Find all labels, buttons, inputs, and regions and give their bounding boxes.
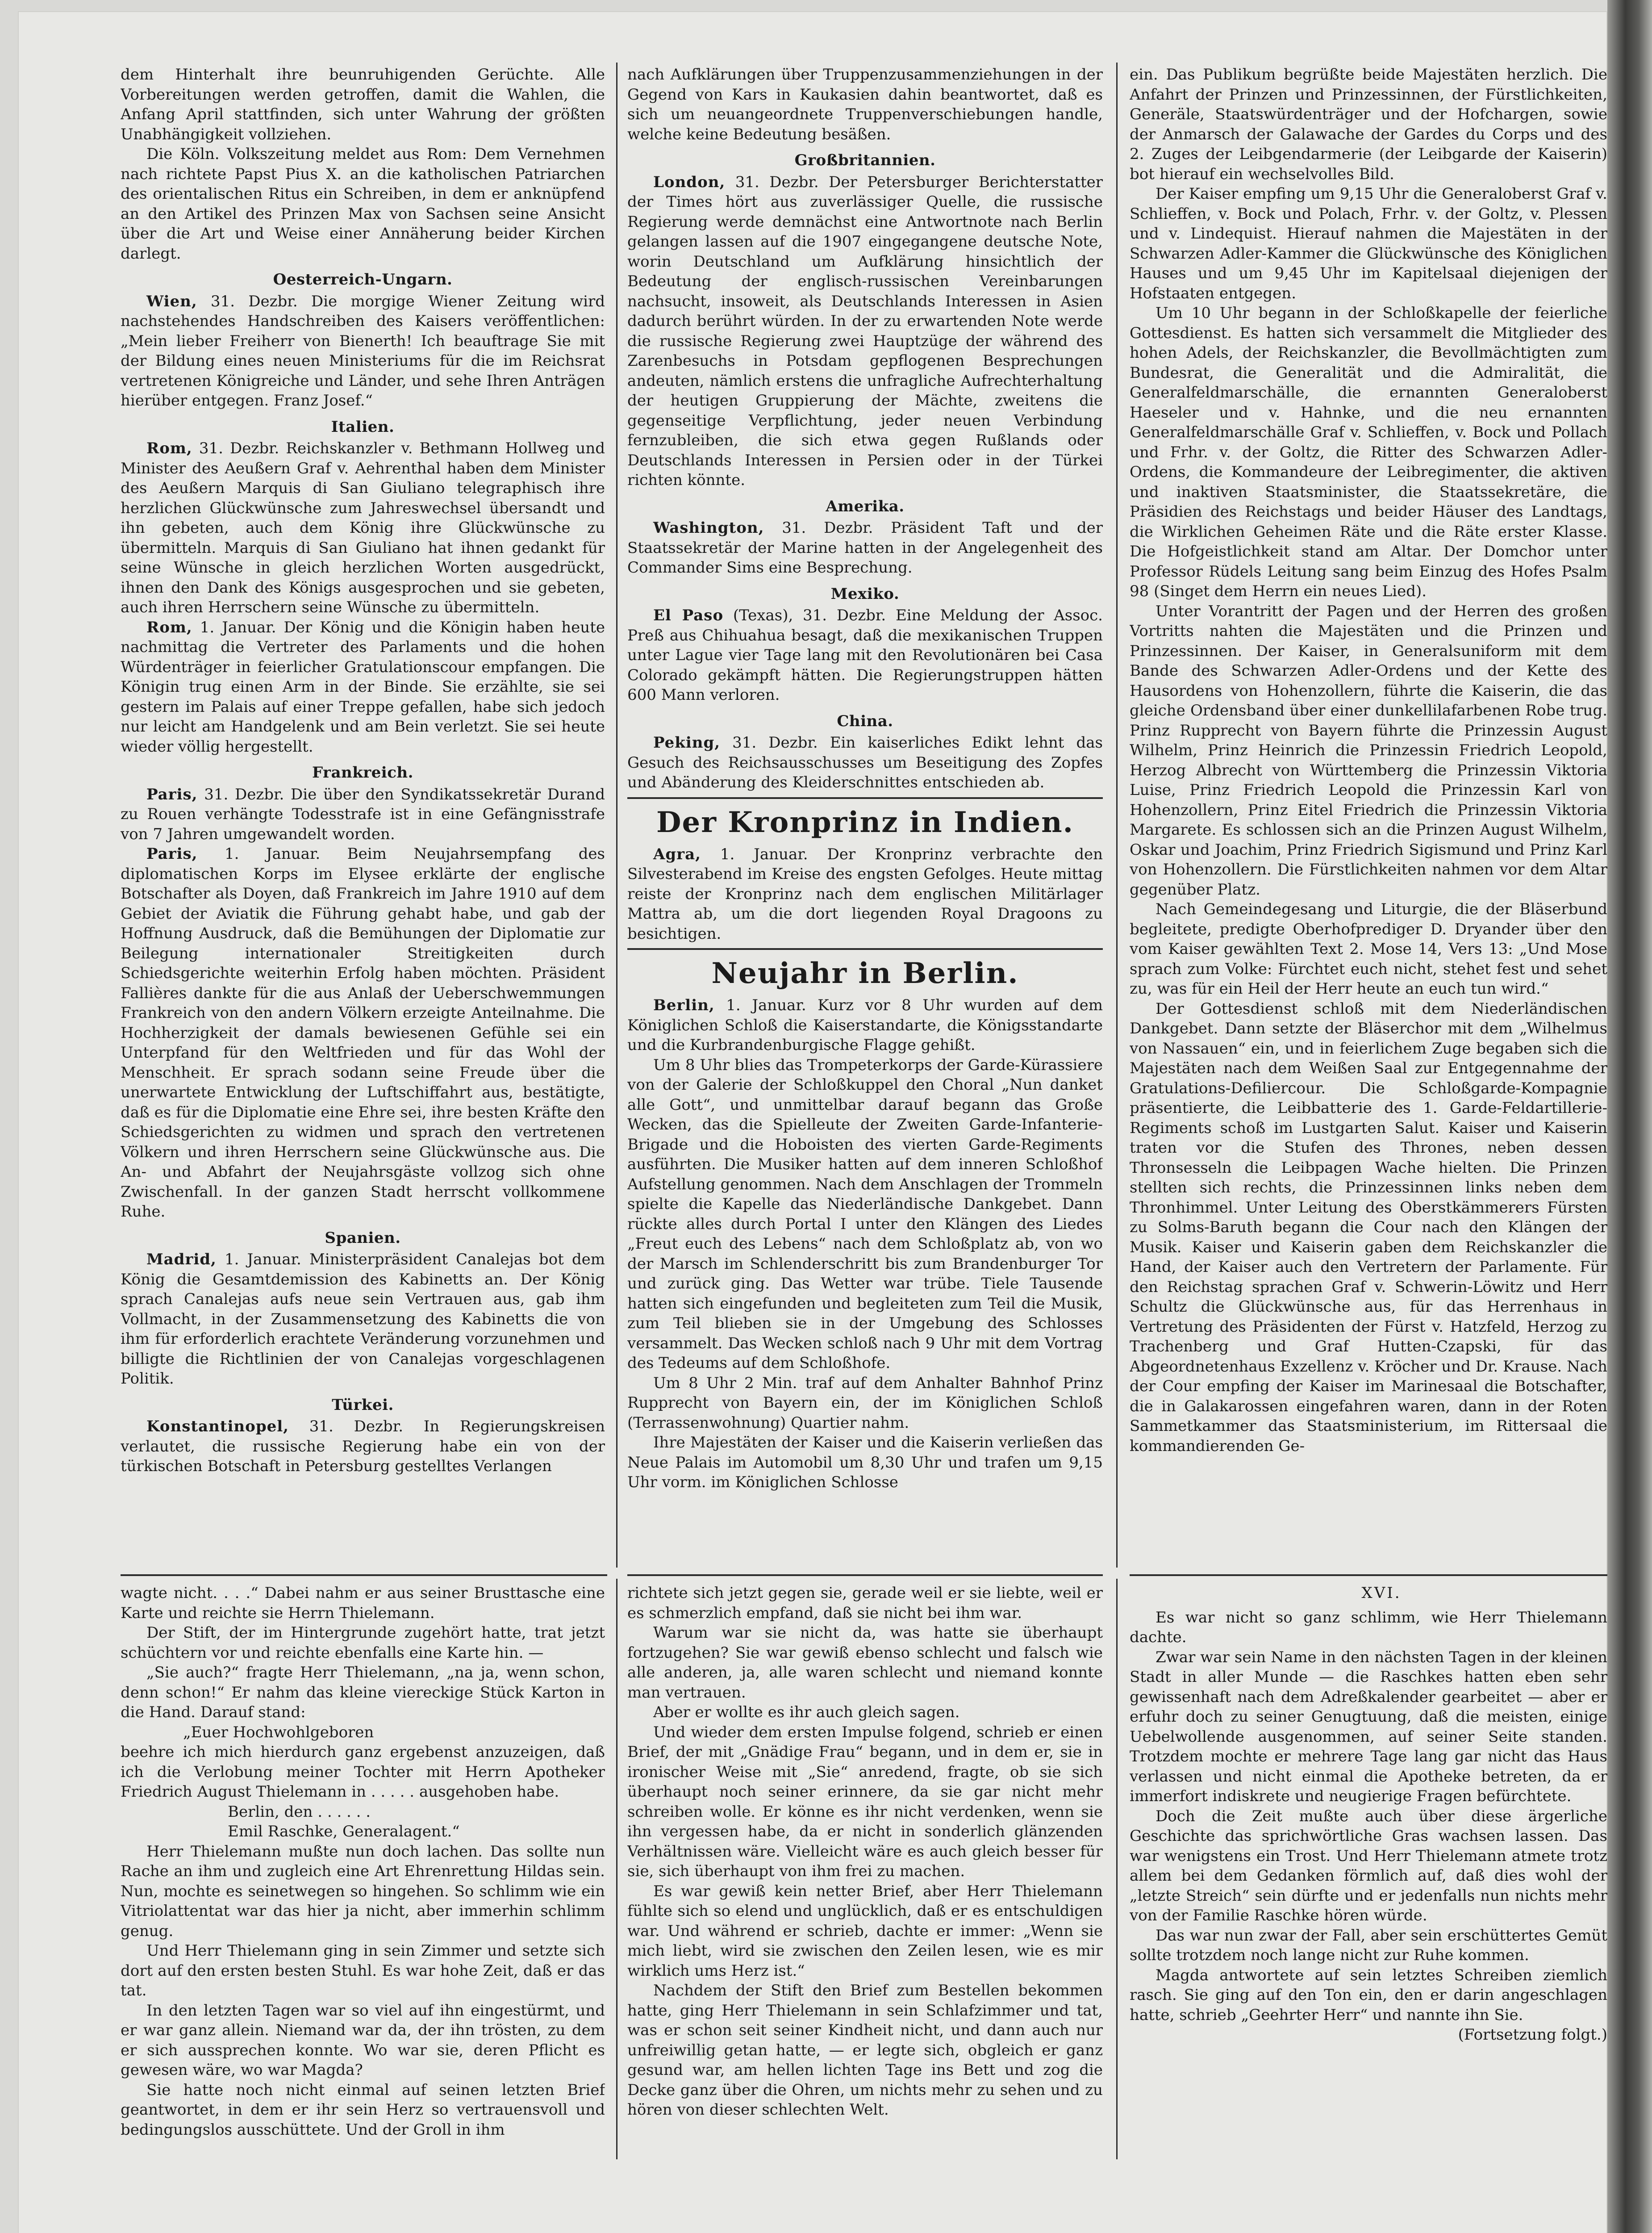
paragraph: Ihre Majestäten der Kaiser und die Kaiserin verließen das Neue Palais im Automobil um 8,30 Uhr und trafen um 9,15 Uhr vorm. im Königlichen Schlosse bbox=[627, 1434, 1103, 1491]
dateline: Agra, bbox=[653, 845, 701, 863]
paragraph-text: 31. Dezbr. In Regierungskreisen verlautet, die russische Regierung habe ein von der türkischen Botschaft in Petersburg gestelltes Verlangen bbox=[121, 1418, 605, 1475]
dateline: Konstantinopel, bbox=[146, 1418, 289, 1435]
paragraph: Sie hatte noch nicht einmal auf seinen letzten Brief geantwortet, in dem er ihr sein Herz so vertrauensvoll und bedingungslos ausschüttete. Und der Groll in ihm bbox=[121, 2081, 605, 2139]
column-1 bbox=[121, 65, 605, 1476]
dateline: Peking, bbox=[653, 734, 721, 752]
paragraph: In den letzten Tagen war so viel auf ihn eingestürmt, und er war ganz allein. Niemand war da, der ihn trösten, zu dem er sich aussprechen konnte. Wo war sie, deren Pflicht es gewesen wäre, wo war Magda? bbox=[121, 2001, 605, 2079]
paragraph bbox=[121, 844, 605, 1222]
paragraph bbox=[627, 172, 1103, 490]
paragraph: Doch die Zeit mußte auch über diese ärgerliche Geschichte das sprichwörtliche Gras wachsen lassen. Das war wenigstens ein Trost. Und Herr Thielemann atmete trotz allem bei dem Gedanken förmlich auf, daß dies wohl der „letzte Streich“ sein dürfte und er jedenfalls nun nichts mehr von der Familie Raschke hören würde. bbox=[1130, 1807, 1607, 1924]
paragraph: „Euer Hochwohlgeboren bbox=[183, 1723, 374, 1741]
paragraph: Der Gottesdienst schloß mit dem Niederländischen Dankgebet. Dann setzte der Bläserchor mit dem „Wilhelmus von Nassauen“ ein, und in feierlichem Zuge begaben sich die Majestäten nach dem Weißen Saal zur Entgegennahme der Gratulations-Defiliercour. Die Schloßgarde-Kompagnie präsentierte, die Leibbatterie des 1. Garde-Feldartillerie-Regiments schoß im Lustgarten Salut. Kaiser und Kaiserin traten vor die Stufen des Thrones, neben dessen Thronsesseln die Leibpagen Wache hielten. Die Prinzen stellten sich rechts, die Prinzessinnen links neben dem Thronhimmel. Unter Leitung des Oberstkämmerers Fürsten zu Solms-Baruth begann die Cour nach den Klängen der Musik. Kaiser und Kaiserin gaben dem Reichskanzler die Hand, der Kaiser auch den Vertretern der Parlamente. Für den Reichstag sprachen Graf v. Schwerin-Löwitz und Herr Schultz die Glückwünsche aus, für das Herrenhaus in Vertretung des Präsidenten der Fürst v. Hatzfeld, Herzog zu Trachenberg und Graf Hutten-Czapski, für das Abgeordnetenhaus Exzellenz v. Kröcher und Dr. Krause. Nach der Cour empfing der Kaiser im Marinesaal die Botschafter, die in Galakarossen eingefahren waren, dann in der Roten Sammetkammer das Staatsministerium, im Rittersaal die kommandierenden Ge- bbox=[1130, 999, 1607, 1455]
continuation-note: (Fortsetzung folgt.) bbox=[1458, 2026, 1607, 2044]
paragraph: Der Stift, der im Hintergrunde zugehört hatte, trat jetzt schüchtern vor und reichte ebenfalls eine Karte hin. — bbox=[121, 1624, 605, 1662]
paragraph: Um 8 Uhr blies das Trompeterkorps der Garde-Kürassiere von der Galerie der Schloßkuppel den Choral „Nun danket alle Gott“, und unmittelbar darauf begann das Große Wecken, das die Spielleute der Zweiten Garde-Infanterie-Brigade und die Hoboisten des vierten Garde-Regiments ausführten. Die Musiker hatten auf dem inneren Schloßhof Aufstellung genommen. Nach dem Anschlagen der Trommeln spielte die Kapelle das Niederländische Dankgebet. Dann rückte alles durch Portal I unter den Klängen des Liedes „Freut euch des Lebens“ nach dem Schloßplatz ab, von wo der Marsch im Schlenderschritt bis zum Brandenburger Tor und zurück ging. Das Wetter war trübe. Tiele Tausende hatten sich eingefunden und begleiteten zum Teil die Musik, zum Teil blieben sie in der Umgebung des Schlosses versammelt. Das Wecken schloß nach 9 Uhr mit dem Vortrag des Tedeums auf dem Schloßhofe. bbox=[627, 1056, 1103, 1372]
paragraph-text: 31. Dezbr. Reichskanzler v. Bethmann Hollweg und Minister des Aeußern Graf v. Aehrenthal haben dem Minister des Aeußern Marquis di San Giuliano telegraphisch ihre herzlichen Glückwünsche zum Jahreswechsel übersandt und ihn gebeten, auch dem König ihre Glückwünsche zu übermitteln. Marquis di San Giuliano hat ihnen gedankt für seine Wünsche in gleich herzlichen Worten ausgedrückt, ihnen den Dank des Königs ausgesprochen und sie gebeten, auch ihren Herrschern seine Wünsche zu übermitteln. bbox=[121, 439, 605, 616]
feuilleton-column-2 bbox=[627, 1583, 1103, 2120]
section-heading: Frankreich. bbox=[312, 764, 413, 782]
dateline: Rom, bbox=[146, 439, 192, 457]
feuilleton-divider-2 bbox=[1116, 1579, 1118, 2159]
paragraph-text: 31. Dezbr. Präsident Taft und der Staatssekretär der Marine hatten in der Angelegenheit des Commander Sims eine Besprechung. bbox=[627, 519, 1103, 577]
paragraph bbox=[627, 995, 1103, 1055]
paragraph: Um 8 Uhr 2 Min. traf auf dem Anhalter Bahnhof Prinz Rupprecht von Bayern ein, der im Königlichen Schloß (Terrassenwohnung) Quartier nahm. bbox=[627, 1374, 1103, 1432]
feuilleton-rule-2 bbox=[627, 1574, 1103, 1576]
paragraph bbox=[121, 1250, 605, 1389]
paragraph: Nachdem der Stift den Brief zum Bestellen bekommen hatte, ging Herr Thielemann in sein Schlafzimmer und tat, was er schon seit seiner Kindheit nicht, und dann auch nur unfreiwillig getan hatte, — er legte sich, obgleich er ganz gesund war, am hellen lichten Tage ins Bett und zog die Decke ganz über die Ohren, um nichts mehr zu sehen und zu hören von dieser schlechten Welt. bbox=[627, 1982, 1103, 2119]
section-heading: Großbritannien. bbox=[794, 151, 936, 169]
dateline: London, bbox=[653, 173, 726, 191]
paragraph-text: 31. Dezbr. Die morgige Wiener Zeitung wird nachstehendes Handschreiben des Kaisers veröffentlichen: „Mein lieber Freiherr von Bienerth! Ich beauftrage Sie mit der Bildung eines neuen Ministeriums für die im Reichsrat vertretenen Königreiche und Länder, und sehe Ihren Anträgen hierüber entgegen. Franz Josef.“ bbox=[121, 292, 605, 410]
paragraph: Aber er wollte es ihr auch gleich sagen. bbox=[653, 1703, 960, 1721]
dateline: Paris, bbox=[146, 845, 198, 863]
paragraph-text: 1. Januar. Beim Neujahrsempfang des diplomatischen Korps im Elysee erklärte der englische Botschafter als Doyen, daß Frankreich im Jahre 1910 auf dem Gebiet der Aviatik die Führung gehabt habe, und gab der Hoffnung Ausdruck, daß die Bemühungen der Diplomatie zur Beilegung internationaler Streitigkeiten durch Schiedsgerichte weiterhin Erfolg haben möchten. Präsident Fallières dankte für die aus Anlaß der Ueberschwemmungen Frankreich von den andern Völkern erzeigte Anteilnahme. Die Hochherzigkeit der damals bewiesenen Gefühle sei ein Unterpfand für den Weltfrieden und für das Wohl der Menschheit. Er sprach sodann seine Freude über die unerwartete Entwicklung der Luftschiffahrt aus, bestätigte, daß es für die Diplomatie eine Ehre sei, ihre besten Kräfte den Schiedsgerichten zu widmen und sprach den vertretenen Völkern und ihren Herrschern seine Glückwünsche aus. Die An- und Abfahrt der Neujahrsgäste vollzog sich ohne Zwischenfall. In der ganzen Stadt herrscht vollkommene Ruhe. bbox=[121, 845, 605, 1221]
dateline: El Paso bbox=[653, 606, 724, 624]
paragraph: beehre ich mich hierdurch ganz ergebenst anzuzeigen, daß ich die Verlobung meiner Tochter mit Herrn Apotheker Friedrich August Thielemann in . . . . . ausgehoben habe. bbox=[121, 1743, 605, 1801]
section-heading: Spanien. bbox=[325, 1229, 401, 1247]
paragraph: Warum war sie nicht da, was hatte sie überhaupt fortzugehen? Sie war gewiß ebenso schlecht und falsch wie alle anderen, ja, alle waren schlecht und niemand konnte man vertrauen. bbox=[627, 1624, 1103, 1702]
paragraph: Magda antwortete auf sein letztes Schreiben ziemlich rasch. Sie ging auf den Ton ein, den er darin angeschlagen hatte, schrieb „Geehrter Herr“ und nannte ihn Sie. bbox=[1130, 1966, 1607, 2024]
paragraph: ein. Das Publikum begrüßte beide Majestäten herzlich. Die Anfahrt der Prinzen und Prinzessinnen, der Fürstlichkeiten, Generäle, Staatswürdenträger und der Hofchargen, sowie der Anmarsch der Galawache der Gardes du Corps und des 2. Zuges der Leibgendarmerie (der Leibgarde der Kaiserin) bot hierauf ein wechselvolles Bild. bbox=[1130, 66, 1607, 183]
paragraph: Das war nun zwar der Fall, aber sein erschüttertes Gemüt sollte trotzdem noch lange nicht zur Ruhe kommen. bbox=[1130, 1926, 1607, 1964]
separator-rule bbox=[627, 797, 1103, 799]
dateline: Berlin, bbox=[653, 996, 715, 1014]
dateline: Madrid, bbox=[146, 1250, 217, 1268]
paragraph: Herr Thielemann mußte nun doch lachen. Das sollte nun Rache an ihm und zugleich eine Art Ehrenrettung Hildas sein. Nun, mochte es seinetwegen so hingehen. So schlimm wie ein Vitriolattentat war das hier ja nicht, aber immerhin schlimm genug. bbox=[121, 1842, 605, 1940]
chapter-number: XVI. bbox=[1361, 1584, 1402, 1602]
paragraph bbox=[121, 1417, 605, 1476]
paragraph: Es war nicht so ganz schlimm, wie Herr Thielemann dachte. bbox=[1130, 1608, 1607, 1646]
paragraph: Die Köln. Volkszeitung meldet aus Rom: Dem Vernehmen nach richtete Papst Pius X. an die katholischen Patriarchen des orientalischen Ritus ein Schreiben, in dem er anknüpfend an den Artikel des Prinzen Max von Sachsen seine Ansicht über die Art und Weise einer Annäherung beider Kirchen darlegt. bbox=[121, 145, 605, 263]
column-divider-2 bbox=[1116, 63, 1118, 1568]
paragraph-text: 1. Januar. Kurz vor 8 Uhr wurden auf dem Königlichen Schloß die Kaiserstandarte, die Königsstandarte und die Kurbrandenburgische Flagge gehißt. bbox=[627, 996, 1103, 1054]
paragraph: Unter Vorantritt der Pagen und der Herren des großen Vortritts nahten die Majestäten und die Prinzen und Prinzessinnen. Der Kaiser, in Generalsuniform mit dem Bande des Schwarzen Adler-Ordens und der Kette des Hausordens von Hohenzollern, führte die Kaiserin, die das gleiche Ordensband über einer dunkellilafarbenen Robe trug. Prinz Rupprecht von Bayern führte die Prinzessin August Wilhelm, Prinz Heinrich die Prinzessin Friedrich Leopold, Herzog Albrecht von Württemberg die Prinzessin Viktoria Luise, Prinz Friedrich Leopold die Prinzessin Karl von Hohenzollern, Prinz Eitel Friedrich die Prinzessin Viktoria Margarete. Es schlossen sich an die Prinzen August Wilhelm, Oskar und Joachim, Prinz Friedrich Sigismund und Prinz Karl von Hohenzollern. Die Fürstlichkeiten nahmen vor dem Altar gegenüber Platz. bbox=[1130, 602, 1607, 899]
paragraph: Der Kaiser empfing um 9,15 Uhr die Generaloberst Graf v. Schlieffen, v. Bock und Polach, Frhr. v. der Goltz, v. Plessen und v. Lindequist. Hierauf nahmen die Majestäten in der Schwarzen Adler-Kammer die Glückwünsche des Königlichen Hauses und um 9,45 Uhr im Kapitelsaal diejenigen der Hofstaaten entgegen. bbox=[1130, 185, 1607, 302]
dateline: Paris, bbox=[146, 785, 198, 803]
paragraph: Um 10 Uhr begann in der Schloßkapelle der feierliche Gottesdienst. Es hatten sich versammelt die Mitglieder des hohen Adels, der Reichskanzler, die Bevollmächtigten zum Bundesrat, die Generalität und die Admiralität, die Generalfeldmarschälle, die ernannten Generaloberst Haeseler und v. Hahnke, und die neu ernannten Generalfeldmarschälle Graf v. Schlieffen, v. Bock und Pollach und Frhr. v. der Goltz, die Ritter des Schwarzen Adler-Ordens, die Kommandeure der Leibregimenter, die aktiven und inaktiven Staatsminister, die Staatssekretäre, die Präsidien des Reichstags und beider Häuser des Landtags, die Wirklichen Geheimen Räte und die Räte erster Klasse. Die Hofgeistlichkeit stand am Altar. Der Domchor unter Professor Rüdels Leitung sang beim Einzug des Hofes Psalm 98 (Singet dem Herrn ein neues Lied). bbox=[1130, 304, 1607, 600]
separator-rule bbox=[627, 948, 1103, 950]
paragraph-text: 1. Januar. Ministerpräsident Canalejas bot dem König die Gesamtdemission des Kabinetts an. Der König sprach Canalejas aufs neue sein Vertrauen aus, gab ihm Vollmacht, in der Zusammensetzung des Kabinetts die von ihm für erforderlich erachtete Veränderung vorzunehmen und billigte die Richtlinien der von Canalejas vorgeschlagenen Politik. bbox=[121, 1250, 605, 1388]
paragraph: Nach Gemeindegesang und Liturgie, die der Bläserbund begleitete, predigte Oberhofprediger D. Dryander über den vom Kaiser gewählten Text 2. Mose 14, Vers 13: „Und Mose sprach zum Volke: Fürchtet euch nicht, stehet fest und sehet zu, was für ein Heil der Herr heute an euch tun wird.“ bbox=[1130, 900, 1607, 998]
feuilleton-column-1 bbox=[121, 1583, 605, 2140]
paragraph-text: 31. Dezbr. Ein kaiserliches Edikt lehnt das Gesuch des Reichsausschusses um Beseitigung des Zopfes und Abänderung des Kleiderschnittes entschieden ab. bbox=[627, 734, 1103, 791]
paragraph: dem Hinterhalt ihre beunruhigenden Gerüchte. Alle Vorbereitungen werden getroffen, damit die Wahlen, die Anfang April stattfinden, sich unter Wahrung der größten Unabhängigkeit vollziehen. bbox=[121, 66, 605, 143]
feuilleton-rule-1 bbox=[121, 1574, 607, 1576]
paragraph: nach Aufklärungen über Truppenzusammenziehungen in der Gegend von Kars in Kaukasien dahin beantwortet, daß es sich um neuangeordnete Truppenverschiebungen handle, welche keine Bedeutung besäßen. bbox=[627, 66, 1103, 143]
dateline: Wien, bbox=[146, 292, 197, 310]
paragraph: Und Herr Thielemann ging in sein Zimmer und setzte sich dort auf den ersten besten Stuhl. Es war hohe Zeit, daß er das tat. bbox=[121, 1942, 605, 1999]
paragraph-text: 1. Januar. Der Kronprinz verbrachte den Silvesterabend im Kreise des engsten Gefolges. Heute mittag reiste der Kronprinz nach dem englischen Militärlager Mattra ab, um die dort liegenden Royal Dragoons zu besichtigen. bbox=[627, 845, 1103, 943]
article-headline: Neujahr in Berlin. bbox=[711, 957, 1019, 990]
paragraph: Und wieder dem ersten Impulse folgend, schrieb er einen Brief, der mit „Gnädige Frau“ begann, und in dem er, sie in ironischer Weise mit „Sie“ anredend, fragte, ob sie sich überhaupt noch seiner erinnere, da sie gar nicht mehr schreiben wolle. Er könne es ihr nicht verdenken, wenn sie ihn vergessen habe, da er nicht in sonderlich glänzenden Verhältnissen wäre. Vielleicht wäre es auch gleich besser für sie, sich überhaupt von ihm frei zu machen. bbox=[627, 1723, 1103, 1880]
feuilleton-column-3 bbox=[1130, 1583, 1607, 2045]
dateline: Washington, bbox=[653, 519, 764, 537]
paragraph: richtete sich jetzt gegen sie, gerade weil er sie liebte, weil er es schmerzlich empfand, daß sie nicht bei ihm war. bbox=[627, 1584, 1103, 1622]
paragraph bbox=[627, 518, 1103, 578]
feuilleton-divider-1 bbox=[616, 1579, 617, 2159]
section-heading: Italien. bbox=[331, 418, 395, 436]
paragraph bbox=[627, 733, 1103, 793]
column-3 bbox=[1130, 65, 1607, 1456]
article-headline: Der Kronprinz in Indien. bbox=[656, 805, 1074, 839]
section-heading: Oesterreich-Ungarn. bbox=[273, 271, 453, 289]
paragraph bbox=[121, 439, 605, 618]
paragraph bbox=[121, 785, 605, 845]
paragraph: Es war gewiß kein netter Brief, aber Herr Thielemann fühlte sich so elend und unglücklich, daß er es entschuldigen war. Und während er schrieb, dachte er immer: „Wenn sie mich liebt, wird sie zwischen den Zeilen lesen, wie es mir wirklich ums Herz ist.“ bbox=[627, 1882, 1103, 1980]
section-heading: Amerika. bbox=[826, 497, 905, 515]
paragraph bbox=[627, 606, 1103, 705]
page-edge-shadow bbox=[1607, 0, 1652, 2233]
paragraph: Zwar war sein Name in den nächsten Tagen in der kleinen Stadt in aller Munde — die Raschkes hatten eben sehr gewissenhaft nach dem Adreßkalender gearbeitet — aber er erfuhr doch zu seiner Genugtuung, daß die meisten, einige Uebelwollende ausgenommen, auf seiner Seite standen. Trotzdem mochte er mehrere Tage lang gar nicht das Haus verlassen und nicht einmal die Apotheke betreten, da er immerfort indiskrete und neugierige Fragen befürchtete. bbox=[1130, 1648, 1607, 1805]
column-divider-1 bbox=[616, 63, 617, 1568]
dateline: Rom, bbox=[146, 618, 192, 636]
paragraph-text: 31. Dezbr. Die über den Syndikatssekretär Durand zu Rouen verhängte Todesstrafe ist in eine Gefängnisstrafe von 7 Jahren umgewandelt worden. bbox=[121, 785, 605, 843]
section-heading: Türkei. bbox=[332, 1396, 394, 1414]
paragraph-text: (Texas), 31. Dezbr. Eine Meldung der Assoc. Preß aus Chihuahua besagt, daß die mexikanischen Truppen unter Lague vier Tage lang mit den Revolutionären bei Casa Colorado gekämpft hätten. Die Regierungstruppen hätten 600 Mann verloren. bbox=[627, 606, 1103, 704]
paragraph: Berlin, den . . . . . . bbox=[228, 1802, 371, 1821]
paragraph bbox=[121, 618, 605, 757]
paragraph-text: 31. Dezbr. Der Petersburger Berichterstatter der Times hört aus zuverlässiger Quelle, die russische Regierung werde demnächst eine Antwortnote nach Berlin gelangen lassen auf die 1907 eingegangene deutsche Note, worin Deutschland um Aufklärung hinsichtlich der Bedeutung der englisch-russischen Vereinbarungen nachsucht, insoweit, als Deutschlands Interessen in Asien dadurch berührt würden. In der zu erwartenden Note werde die russische Regierung zwei Hauptzüge der während des Zarenbesuchs in Potsdam gepflogenen Besprechungen andeuten, nämlich erstens die unfragliche Aufrechterhaltung der heutigen Gruppierung der Mächte, zweitens die gegenseitige Verpflichtung, jeder neuen Verbindung fernzubleiben, die sich etwa gegen Rußlands oder Deutschlands Interessen in Persien oder in der Türkei richten könnte. bbox=[627, 173, 1103, 489]
paragraph bbox=[627, 845, 1103, 944]
section-heading: Mexiko. bbox=[830, 585, 900, 603]
feuilleton-rule-3 bbox=[1130, 1574, 1607, 1576]
paragraph bbox=[121, 292, 605, 411]
paragraph: „Sie auch?“ fragte Herr Thielemann, „na ja, wenn schon, denn schon!“ Er nahm das kleine viereckige Stück Karton in die Hand. Darauf stand: bbox=[121, 1664, 605, 1721]
paragraph: wagte nicht. . . .“ Dabei nahm er aus seiner Brusttasche eine Karte und reichte sie Herrn Thielemann. bbox=[121, 1584, 605, 1622]
column-2 bbox=[627, 65, 1103, 1493]
paragraph-text: 1. Januar. Der König und die Königin haben heute nachmittag die Vertreter des Parlaments und die hohen Würdenträger in feierlicher Gratulationscour empfangen. Die Königin trug einen Arm in der Binde. Sie erzählte, sie sei gestern im Palais auf einer Treppe gefallen, habe sich jedoch nur leicht am Handgelenk und am Bein verletzt. Sie sei heute wieder völlig hergestellt. bbox=[121, 618, 605, 756]
paragraph: Emil Raschke, Generalagent.“ bbox=[228, 1823, 460, 1840]
section-heading: China. bbox=[837, 712, 893, 730]
